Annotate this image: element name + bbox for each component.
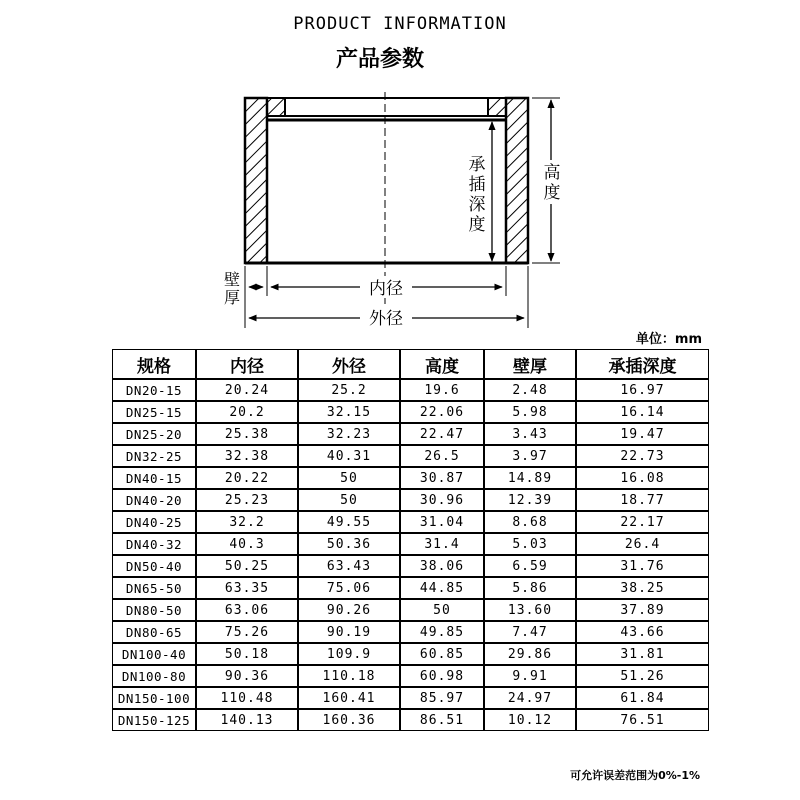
wall-label-2: 厚 bbox=[223, 288, 241, 307]
table-row bbox=[112, 511, 709, 533]
cell-wall-thickness: 6.59 bbox=[484, 555, 576, 577]
cell-inner-diameter: 75.26 bbox=[196, 621, 298, 643]
cell-inner-diameter: 32.38 bbox=[196, 445, 298, 467]
table-row bbox=[112, 445, 709, 467]
socket-depth-label-1: 承 bbox=[468, 155, 486, 175]
header-socket-depth: 承插深度 bbox=[576, 349, 709, 379]
unit-label: 单位：mm bbox=[635, 332, 702, 347]
cell-height: 85.97 bbox=[400, 687, 484, 709]
socket-depth-label-2: 插 bbox=[468, 175, 486, 195]
cell-socket-depth: 51.26 bbox=[576, 665, 709, 687]
cell-wall-thickness: 8.68 bbox=[484, 511, 576, 533]
cell-socket-depth: 38.25 bbox=[576, 577, 709, 599]
cross-section-diagram bbox=[0, 80, 800, 330]
table-row bbox=[112, 423, 709, 445]
cell-outer-diameter: 50 bbox=[298, 489, 400, 511]
cell-height: 31.04 bbox=[400, 511, 484, 533]
table-row bbox=[112, 709, 709, 731]
cell-inner-diameter: 90.36 bbox=[196, 665, 298, 687]
cell-inner-diameter: 63.06 bbox=[196, 599, 298, 621]
cell-inner-diameter: 25.38 bbox=[196, 423, 298, 445]
cell-model: DN65-50 bbox=[112, 577, 196, 599]
cell-inner-diameter: 20.22 bbox=[196, 467, 298, 489]
cell-outer-diameter: 160.36 bbox=[298, 709, 400, 731]
cell-outer-diameter: 49.55 bbox=[298, 511, 400, 533]
cell-socket-depth: 37.89 bbox=[576, 599, 709, 621]
cell-model: DN40-15 bbox=[112, 467, 196, 489]
cell-inner-diameter: 20.2 bbox=[196, 401, 298, 423]
cell-socket-depth: 31.81 bbox=[576, 643, 709, 665]
cell-wall-thickness: 5.86 bbox=[484, 577, 576, 599]
cell-wall-thickness: 5.03 bbox=[484, 533, 576, 555]
table-row bbox=[112, 533, 709, 555]
height-label-2: 度 bbox=[543, 183, 561, 203]
cell-socket-depth: 16.97 bbox=[576, 379, 709, 401]
cell-model: DN20-15 bbox=[112, 379, 196, 401]
cell-model: DN25-20 bbox=[112, 423, 196, 445]
title-chinese: 产品参数 bbox=[335, 47, 424, 72]
cell-wall-thickness: 3.97 bbox=[484, 445, 576, 467]
cell-socket-depth: 31.76 bbox=[576, 555, 709, 577]
cell-outer-diameter: 50 bbox=[298, 467, 400, 489]
cell-socket-depth: 43.66 bbox=[576, 621, 709, 643]
table-body bbox=[112, 379, 709, 731]
cell-height: 30.96 bbox=[400, 489, 484, 511]
table-row bbox=[112, 401, 709, 423]
title-english: PRODUCT INFORMATION bbox=[293, 14, 507, 34]
cell-height: 86.51 bbox=[400, 709, 484, 731]
socket-depth-label-4: 度 bbox=[468, 215, 486, 235]
cell-outer-diameter: 90.19 bbox=[298, 621, 400, 643]
cell-height: 30.87 bbox=[400, 467, 484, 489]
cell-outer-diameter: 109.9 bbox=[298, 643, 400, 665]
table-row bbox=[112, 643, 709, 665]
height-label-1: 高 bbox=[543, 163, 561, 183]
cell-wall-thickness: 2.48 bbox=[484, 379, 576, 401]
cell-socket-depth: 18.77 bbox=[576, 489, 709, 511]
cell-socket-depth: 22.73 bbox=[576, 445, 709, 467]
table-header-row bbox=[112, 349, 709, 379]
tolerance-note: 可允许误差范围为0%-1% bbox=[570, 769, 700, 782]
table-row bbox=[112, 379, 709, 401]
cell-socket-depth: 16.08 bbox=[576, 467, 709, 489]
cell-height: 50 bbox=[400, 599, 484, 621]
cell-inner-diameter: 25.23 bbox=[196, 489, 298, 511]
cell-socket-depth: 26.4 bbox=[576, 533, 709, 555]
cell-height: 44.85 bbox=[400, 577, 484, 599]
cell-socket-depth: 19.47 bbox=[576, 423, 709, 445]
table-row bbox=[112, 665, 709, 687]
cell-model: DN32-25 bbox=[112, 445, 196, 467]
cell-outer-diameter: 63.43 bbox=[298, 555, 400, 577]
cell-wall-thickness: 7.47 bbox=[484, 621, 576, 643]
cell-socket-depth: 76.51 bbox=[576, 709, 709, 731]
header-model: 规格 bbox=[112, 349, 196, 379]
cell-outer-diameter: 25.2 bbox=[298, 379, 400, 401]
cell-socket-depth: 22.17 bbox=[576, 511, 709, 533]
cell-wall-thickness: 24.97 bbox=[484, 687, 576, 709]
cell-model: DN40-25 bbox=[112, 511, 196, 533]
cell-height: 31.4 bbox=[400, 533, 484, 555]
cell-model: DN40-20 bbox=[112, 489, 196, 511]
cell-outer-diameter: 160.41 bbox=[298, 687, 400, 709]
cell-socket-depth: 16.14 bbox=[576, 401, 709, 423]
specification-table bbox=[112, 349, 709, 731]
cell-wall-thickness: 13.60 bbox=[484, 599, 576, 621]
table-row bbox=[112, 555, 709, 577]
table-row bbox=[112, 489, 709, 511]
cell-socket-depth: 61.84 bbox=[576, 687, 709, 709]
cell-model: DN25-15 bbox=[112, 401, 196, 423]
cell-model: DN150-100 bbox=[112, 687, 196, 709]
cell-inner-diameter: 32.2 bbox=[196, 511, 298, 533]
cell-outer-diameter: 32.15 bbox=[298, 401, 400, 423]
cell-inner-diameter: 50.18 bbox=[196, 643, 298, 665]
table-row bbox=[112, 467, 709, 489]
cell-outer-diameter: 32.23 bbox=[298, 423, 400, 445]
table-row bbox=[112, 687, 709, 709]
cell-inner-diameter: 110.48 bbox=[196, 687, 298, 709]
cell-wall-thickness: 9.91 bbox=[484, 665, 576, 687]
cell-wall-thickness: 3.43 bbox=[484, 423, 576, 445]
cell-inner-diameter: 50.25 bbox=[196, 555, 298, 577]
outer-diameter-label: 外径 bbox=[369, 309, 403, 329]
cell-model: DN80-65 bbox=[112, 621, 196, 643]
cell-model: DN100-80 bbox=[112, 665, 196, 687]
cell-wall-thickness: 14.89 bbox=[484, 467, 576, 489]
header-height: 高度 bbox=[400, 349, 484, 379]
table-row bbox=[112, 577, 709, 599]
cell-height: 26.5 bbox=[400, 445, 484, 467]
cell-outer-diameter: 75.06 bbox=[298, 577, 400, 599]
header-outer-diameter: 外径 bbox=[298, 349, 400, 379]
cell-height: 49.85 bbox=[400, 621, 484, 643]
cell-outer-diameter: 110.18 bbox=[298, 665, 400, 687]
cell-inner-diameter: 40.3 bbox=[196, 533, 298, 555]
cell-inner-diameter: 140.13 bbox=[196, 709, 298, 731]
cell-outer-diameter: 40.31 bbox=[298, 445, 400, 467]
cell-height: 60.98 bbox=[400, 665, 484, 687]
cell-height: 19.6 bbox=[400, 379, 484, 401]
table-row bbox=[112, 599, 709, 621]
cell-wall-thickness: 5.98 bbox=[484, 401, 576, 423]
cell-model: DN150-125 bbox=[112, 709, 196, 731]
cell-height: 60.85 bbox=[400, 643, 484, 665]
inner-diameter-label: 内径 bbox=[369, 279, 403, 299]
cell-outer-diameter: 90.26 bbox=[298, 599, 400, 621]
cell-wall-thickness: 29.86 bbox=[484, 643, 576, 665]
header-inner-diameter: 内径 bbox=[196, 349, 298, 379]
header-wall-thickness: 壁厚 bbox=[484, 349, 576, 379]
cell-height: 22.06 bbox=[400, 401, 484, 423]
table-row bbox=[112, 621, 709, 643]
wall-label-1: 壁 bbox=[223, 270, 241, 289]
cell-model: DN100-40 bbox=[112, 643, 196, 665]
cell-inner-diameter: 20.24 bbox=[196, 379, 298, 401]
cell-model: DN80-50 bbox=[112, 599, 196, 621]
cell-model: DN40-32 bbox=[112, 533, 196, 555]
cell-height: 22.47 bbox=[400, 423, 484, 445]
cell-height: 38.06 bbox=[400, 555, 484, 577]
cell-model: DN50-40 bbox=[112, 555, 196, 577]
cell-inner-diameter: 63.35 bbox=[196, 577, 298, 599]
cell-outer-diameter: 50.36 bbox=[298, 533, 400, 555]
socket-depth-label-3: 深 bbox=[468, 195, 486, 215]
cell-wall-thickness: 12.39 bbox=[484, 489, 576, 511]
cell-wall-thickness: 10.12 bbox=[484, 709, 576, 731]
